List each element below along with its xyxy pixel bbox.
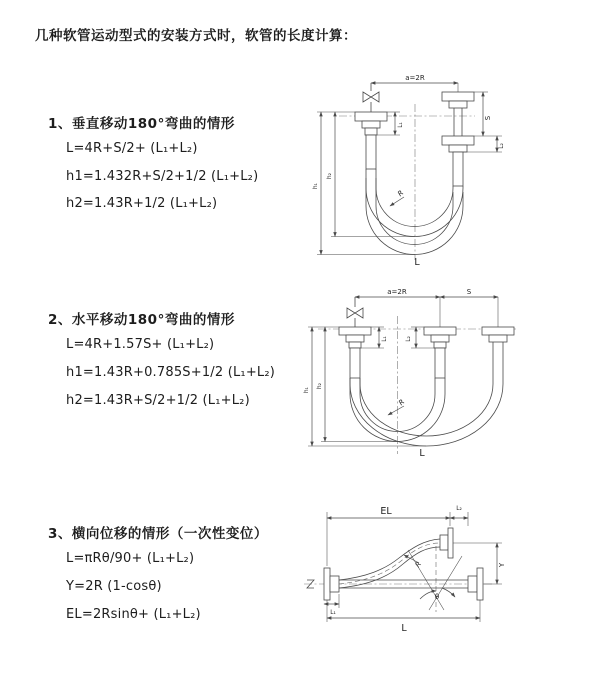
dim-label-h2: h₂ xyxy=(317,383,323,389)
section-3-formula-Y: Y=2R (1-cosθ) xyxy=(66,579,162,594)
page-title: 几种软管运动型式的安装方式时，软管的长度计算： xyxy=(35,28,357,44)
dim-label-a2R: a=2R xyxy=(405,74,425,82)
dim-label-h2: h₂ xyxy=(327,173,333,179)
section-3-heading: 3、横向位移的情形（一次性变位） xyxy=(48,526,268,542)
dim-label-Y: Y xyxy=(498,562,506,568)
radius-callout xyxy=(404,555,423,569)
section-1-formula-h2: h2=1.43R+1/2 (L₁+L₂) xyxy=(66,196,218,211)
dim-label-L: L xyxy=(401,623,407,634)
dim-label-L: L xyxy=(419,448,425,459)
dimension-S xyxy=(474,92,502,136)
section-2-heading: 2、水平移动180°弯曲的情形 xyxy=(48,312,235,328)
hose-u-bend xyxy=(366,169,463,255)
dim-label-theta: θ xyxy=(434,593,440,601)
section-2-formula-h2: h2=1.43R+S/2+1/2 (L₁+L₂) xyxy=(66,393,250,408)
dimension-a-2R xyxy=(355,288,440,297)
dim-label-h1: h₁ xyxy=(313,183,319,189)
dimension-EL xyxy=(327,506,450,566)
diagram-lateral-displacement xyxy=(296,498,596,658)
dim-label-L: L xyxy=(414,257,420,266)
dim-label-S: S xyxy=(484,115,492,121)
dim-label-L2: L₂ xyxy=(499,143,505,149)
section-1-formula-h1: h1=1.432R+S/2+1/2 (L₁+L₂) xyxy=(66,169,259,184)
valve-icon xyxy=(347,297,363,327)
dim-label-L1: L₁ xyxy=(398,122,404,128)
dimension-L xyxy=(327,600,480,634)
dim-label-S: S xyxy=(466,288,472,296)
dim-label-L1: L₁ xyxy=(382,336,388,342)
diagram-vertical-180-bend xyxy=(305,66,595,266)
dim-label-R: R xyxy=(413,560,424,570)
left-flange xyxy=(324,568,339,600)
dim-label-L2: L₂ xyxy=(406,336,412,342)
section-3-formula-L: L=πRθ/90+ (L₁+L₂) xyxy=(66,551,195,566)
valve-icon xyxy=(363,83,379,112)
section-2-formula-h1: h1=1.43R+0.785S+1/2 (L₁+L₂) xyxy=(66,365,276,380)
dim-label-L1: L₁ xyxy=(330,610,336,616)
left-hose-end-fitting xyxy=(355,112,387,169)
dim-label-EL: EL xyxy=(380,506,392,517)
dimension-L2 xyxy=(450,506,468,526)
dim-label-h1: h₁ xyxy=(304,387,310,393)
dim-label-R: R xyxy=(397,397,407,408)
dim-label-R: R xyxy=(396,188,406,199)
left-hose-end-fitting xyxy=(339,327,371,378)
radius-callout xyxy=(388,398,406,415)
dimension-a-2R xyxy=(371,74,458,83)
section-2-formula-L: L=4R+1.57S+ (L₁+L₂) xyxy=(66,337,215,352)
section-1-heading: 1、垂直移动180°弯曲的情形 xyxy=(48,116,235,132)
dim-label-a2R: a=2R xyxy=(387,288,407,296)
diagram-horizontal-180-bend xyxy=(300,284,600,459)
dim-label-L2: L₂ xyxy=(456,506,462,512)
section-1-formula-L: L=4R+S/2+ (L₁+L₂) xyxy=(66,141,198,156)
dimension-S xyxy=(440,288,498,297)
hose-u-bends xyxy=(350,360,503,446)
section-3-formula-EL: EL=2Rsinθ+ (L₁+L₂) xyxy=(66,607,201,622)
right-hose-end-fitting xyxy=(442,83,474,186)
dimension-h1 xyxy=(313,112,415,255)
right-hose-end-fitting-moved xyxy=(482,297,514,360)
middle-hose-end-fitting xyxy=(424,297,456,378)
radius-callout xyxy=(390,189,405,206)
